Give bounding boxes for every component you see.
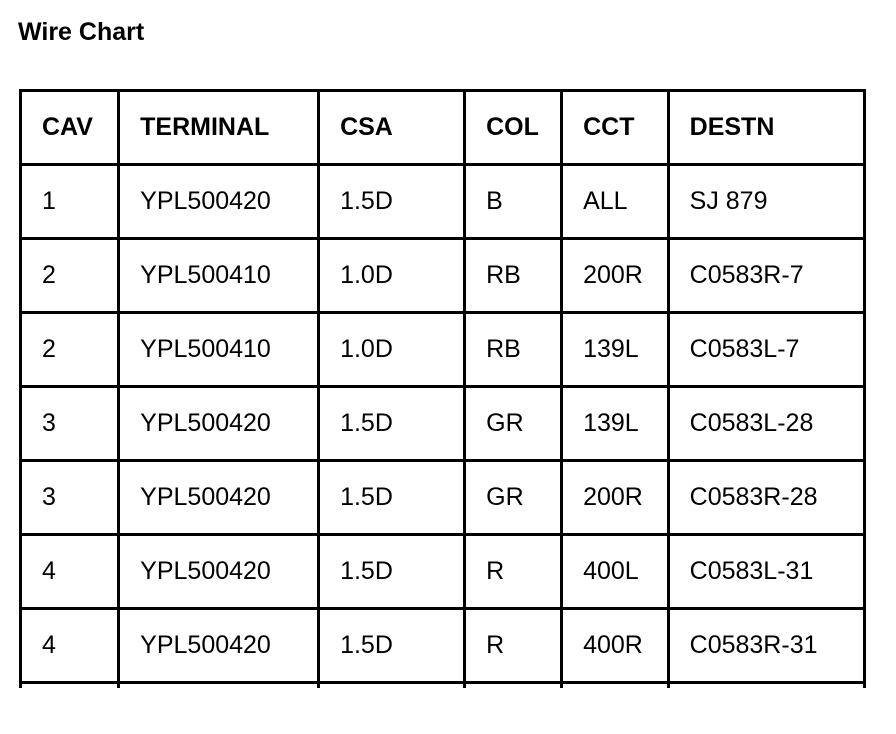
cell-cav: 2 — [21, 239, 119, 313]
cell-csa: 1.5D — [319, 535, 465, 609]
cell-cav: 3 — [21, 387, 119, 461]
cell-terminal: YPL500410 — [119, 313, 319, 387]
cell-col: GR — [465, 387, 562, 461]
cell-terminal: YPL500420 — [119, 165, 319, 239]
cell-cct: 139L — [562, 387, 669, 461]
header-destn: DESTN — [668, 91, 864, 165]
header-col: COL — [465, 91, 562, 165]
table-row — [21, 461, 865, 535]
cell-destn: SJ 879 — [668, 165, 864, 239]
table-row — [21, 535, 865, 609]
cell-cav: 1 — [21, 165, 119, 239]
table-row-cutoff — [21, 683, 865, 689]
cell-cav: 2 — [21, 313, 119, 387]
cell-terminal: YPL500420 — [119, 609, 319, 683]
cell-stub — [319, 683, 465, 689]
cell-terminal: YPL500420 — [119, 461, 319, 535]
cell-csa: 1.0D — [319, 239, 465, 313]
table-row — [21, 165, 865, 239]
header-csa: CSA — [319, 91, 465, 165]
cell-col: B — [465, 165, 562, 239]
cell-destn: C0583L-7 — [668, 313, 864, 387]
table-row — [21, 609, 865, 683]
cell-stub — [668, 683, 864, 689]
cell-terminal: YPL500420 — [119, 535, 319, 609]
cell-col: R — [465, 609, 562, 683]
cell-col: R — [465, 535, 562, 609]
cell-stub — [562, 683, 669, 689]
header-cav: CAV — [21, 91, 119, 165]
cell-cav: 4 — [21, 609, 119, 683]
cell-terminal: YPL500420 — [119, 387, 319, 461]
wire-chart-table — [19, 89, 866, 688]
cell-destn: C0583L-31 — [668, 535, 864, 609]
cell-destn: C0583R-31 — [668, 609, 864, 683]
cell-cav: 3 — [21, 461, 119, 535]
header-terminal: TERMINAL — [119, 91, 319, 165]
table-row — [21, 387, 865, 461]
table-header-row — [21, 91, 865, 165]
cell-col: GR — [465, 461, 562, 535]
cell-csa: 1.5D — [319, 461, 465, 535]
cell-cct: 200R — [562, 461, 669, 535]
cell-destn: C0583R-7 — [668, 239, 864, 313]
cell-stub — [21, 683, 119, 689]
cell-col: RB — [465, 313, 562, 387]
cell-cct: 200R — [562, 239, 669, 313]
cell-csa: 1.0D — [319, 313, 465, 387]
cell-stub — [465, 683, 562, 689]
cell-csa: 1.5D — [319, 165, 465, 239]
cell-destn: C0583R-28 — [668, 461, 864, 535]
cell-cct: 400R — [562, 609, 669, 683]
table-row — [21, 239, 865, 313]
cell-terminal: YPL500410 — [119, 239, 319, 313]
cell-destn: C0583L-28 — [668, 387, 864, 461]
header-cct: CCT — [562, 91, 669, 165]
cell-cct: ALL — [562, 165, 669, 239]
cell-csa: 1.5D — [319, 609, 465, 683]
page-title: Wire Chart — [18, 18, 145, 46]
cell-csa: 1.5D — [319, 387, 465, 461]
cell-col: RB — [465, 239, 562, 313]
cell-cav: 4 — [21, 535, 119, 609]
cell-cct: 400L — [562, 535, 669, 609]
cell-cct: 139L — [562, 313, 669, 387]
cell-stub — [119, 683, 319, 689]
table-row — [21, 313, 865, 387]
